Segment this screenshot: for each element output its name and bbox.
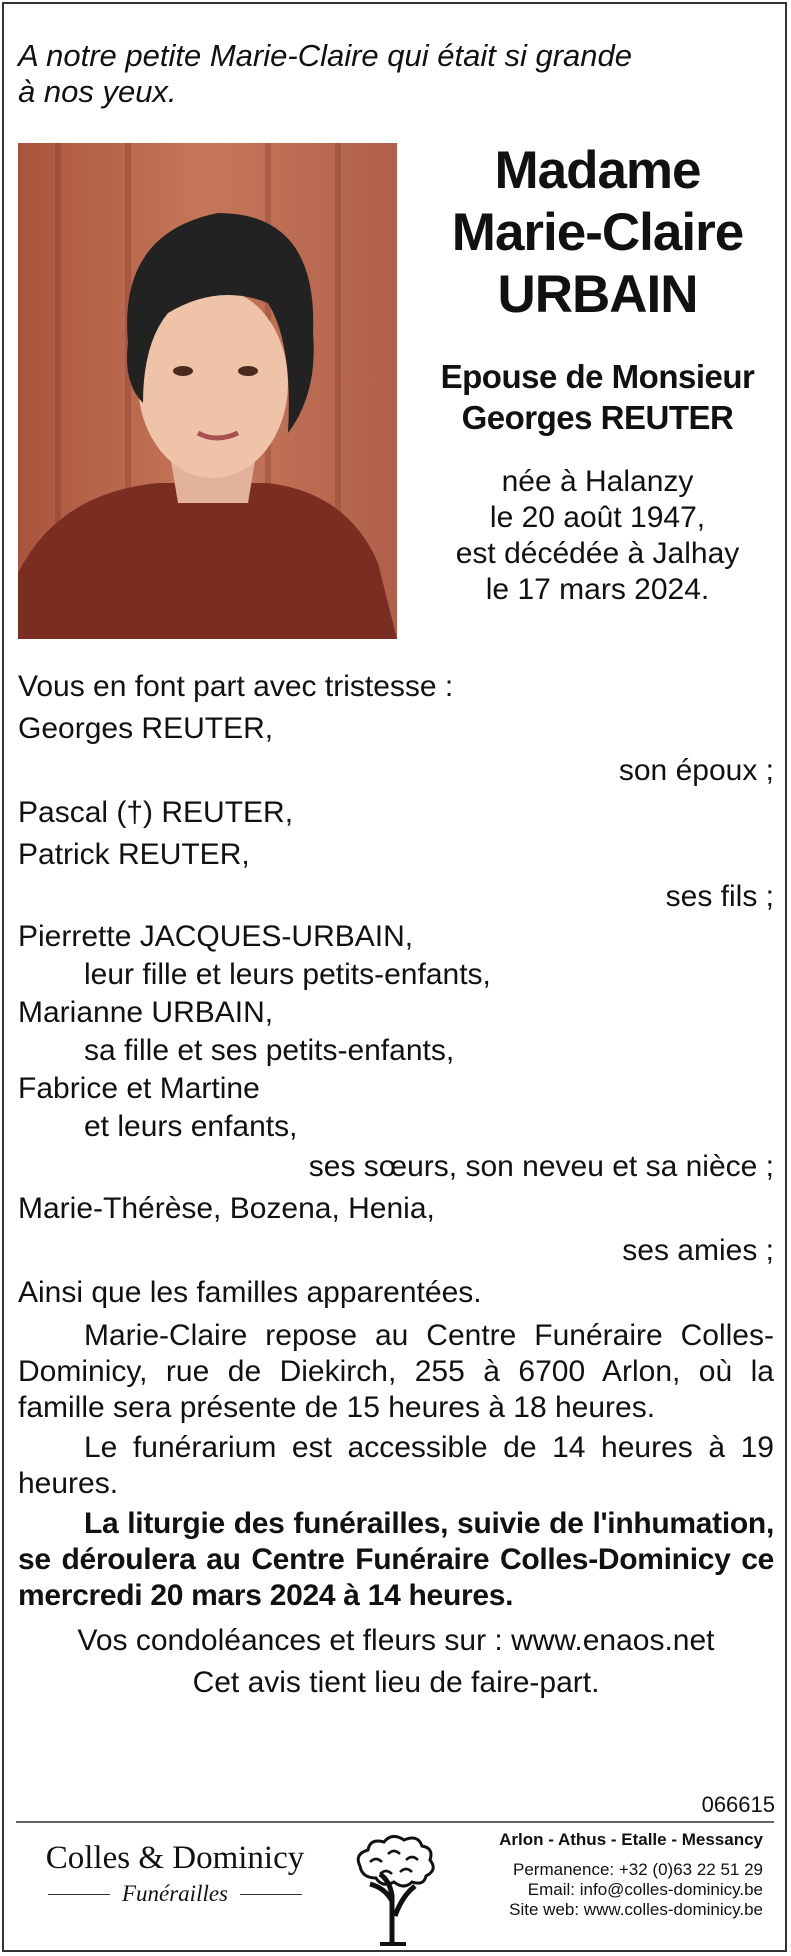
footer-divider — [16, 1821, 774, 1823]
repose-paragraph: Marie-Claire repose au Centre Funéraire Colles-Dominicy, rue de Diekirch, 255 à 6700 Arlon, où la famille sera présente de 15 heures à 18 heures. — [18, 1319, 774, 1424]
logo-name: Colles & Dominicy — [45, 1840, 305, 1876]
last-name: URBAIN — [497, 265, 698, 324]
family-relation: ses fils ; — [665, 880, 774, 913]
family-relation: sa fille et ses petits-enfants, — [84, 1034, 455, 1067]
birth-death-info — [415, 464, 780, 608]
family-line: Georges REUTER, — [18, 712, 274, 745]
family-line: Pascal (†) REUTER, — [18, 796, 294, 829]
family-line: Marie-Thérèse, Bozena, Henia, — [18, 1192, 435, 1225]
funerarium-paragraph: Le funérarium est accessible de 14 heures à 19 heures. — [18, 1431, 774, 1500]
logo-sub-text: Funérailles — [121, 1881, 229, 1906]
family-relation: son époux ; — [618, 754, 774, 787]
spouse-line: Epouse de Monsieur — [440, 358, 755, 395]
family-intro: Vous en font part avec tristesse : — [18, 670, 454, 703]
notice-line: Cet avis tient lieu de faire-part. — [192, 1666, 600, 1699]
email-line[interactable]: Email: info@colles-dominicy.be — [527, 1880, 763, 1899]
birth-line: est décédée à Jalhay — [455, 537, 740, 570]
family-line: Fabrice et Martine — [18, 1072, 260, 1105]
website-line[interactable]: Site web: www.colles-dominicy.be — [509, 1900, 763, 1919]
birth-line: le 17 mars 2024. — [485, 573, 710, 606]
funeral-home-logo — [20, 1838, 330, 1910]
phone-line: Permanence: +32 (0)63 22 51 29 — [513, 1860, 763, 1879]
logo-subtitle — [20, 1878, 330, 1910]
notice-body — [18, 666, 774, 1704]
family-line: Pierrette JACQUES-URBAIN, — [18, 920, 414, 953]
deceased-info — [415, 140, 780, 608]
towns-list: Arlon - Athus - Etalle - Messancy — [499, 1830, 763, 1849]
reference-number: 066615 — [701, 1792, 775, 1817]
liturgy-paragraph: La liturgie des funérailles, suivie de l'inhumation, se déroulera au Centre Funéraire Colles-Dominicy ce mercredi 20 mars 2024 à 14 heures. — [18, 1507, 774, 1612]
title-line: Madame — [494, 141, 701, 200]
family-relation: ses sœurs, son neveu et sa nièce ; — [308, 1150, 774, 1183]
birth-line: née à Halanzy — [501, 465, 694, 498]
family-relation: leur fille et leurs petits-enfants, — [84, 958, 491, 991]
portrait-photo — [18, 143, 397, 639]
contact-info — [433, 1830, 763, 1920]
family-line: Marianne URBAIN, — [18, 996, 274, 1029]
family-relation: et leurs enfants, — [84, 1110, 298, 1143]
dedication-line: à nos yeux. — [18, 74, 177, 109]
condolences-line: Vos condoléances et fleurs sur : www.enaos.net — [77, 1624, 715, 1657]
first-name: Marie-Claire — [451, 203, 744, 262]
birth-line: le 20 août 1947, — [489, 501, 706, 534]
spouse-info — [415, 356, 780, 438]
family-relation: ses amies ; — [622, 1234, 774, 1267]
spouse-line: Georges REUTER — [461, 399, 734, 436]
dedication — [18, 38, 718, 110]
dedication-line: A notre petite Marie-Claire qui était si grande — [18, 38, 632, 73]
family-closing: Ainsi que les familles apparentées. — [18, 1276, 482, 1309]
family-line: Patrick REUTER, — [18, 838, 250, 871]
